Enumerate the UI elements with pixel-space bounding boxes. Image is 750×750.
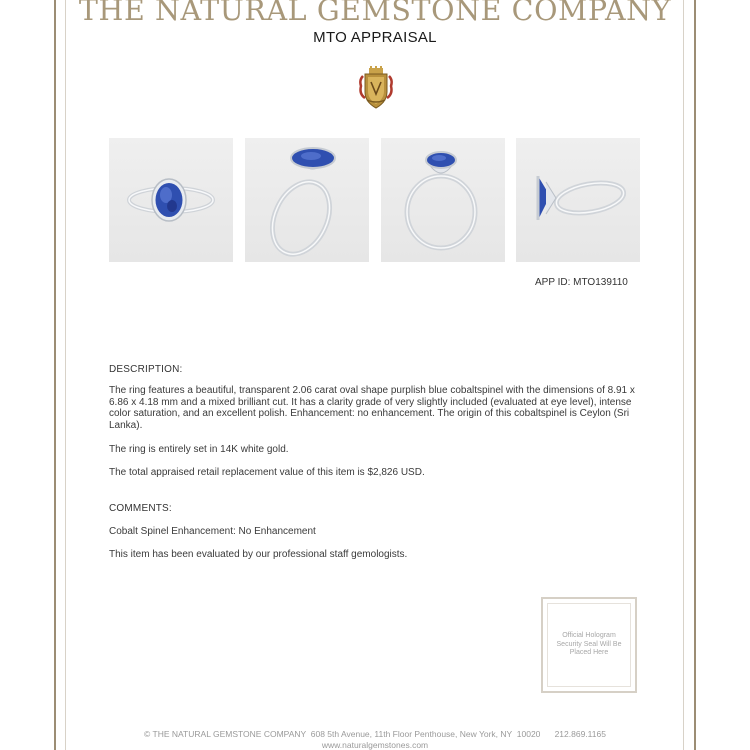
hologram-seal-inner-frame xyxy=(547,603,631,687)
heraldic-crest-icon xyxy=(357,66,395,110)
footer-address: © THE NATURAL GEMSTONE COMPANY 608 5th Avenue, 11th Floor Penthouse, New York, NY 10020 212.869.1165 xyxy=(144,729,606,739)
footer-website-link[interactable]: www.naturalgemstones.com xyxy=(321,740,429,750)
description-paragraph-value: The total appraised retail replacement value of this item is $2,826 USD. xyxy=(109,467,425,478)
ring-photo-angled-view xyxy=(245,138,369,262)
comment-enhancement: Cobalt Spinel Enhancement: No Enhancement xyxy=(109,526,316,537)
page-border-inner-right xyxy=(683,0,684,750)
description-paragraph-setting: The ring is entirely set in 14K white gold. xyxy=(109,444,289,455)
hologram-seal-placeholder xyxy=(541,597,637,693)
appraisal-id: APP ID: MTO139110 xyxy=(535,277,628,288)
ring-photo-front-profile xyxy=(381,138,505,262)
comment-evaluation: This item has been evaluated by our professional staff gemologists. xyxy=(109,549,408,560)
page-border-outer-left xyxy=(54,0,56,750)
company-name: THE NATURAL GEMSTONE COMPANY xyxy=(78,0,672,27)
description-heading: DESCRIPTION: xyxy=(109,364,183,375)
ring-photo-side-profile xyxy=(516,138,640,262)
ring-photo-top-view xyxy=(109,138,233,262)
comments-heading: COMMENTS: xyxy=(109,503,172,514)
hologram-seal-text: Official Hologram Security Seal Will Be Placed Here xyxy=(556,632,622,657)
document-title: MTO APPRAISAL xyxy=(313,29,437,46)
page-border-inner-left xyxy=(65,0,66,750)
page-border-outer-right xyxy=(694,0,696,750)
description-paragraph-details: The ring features a beautiful, transparent 2.06 carat oval shape purplish blue cobaltspinel with the dimensions of 8.91 x 6.86 x 4.18 mm and a mixed brilliant cut. It has a clarity grade of very slightly included (evaluated at eye level), intense color saturation, and an excellent polish. Enhancement: no enhancement. The origin of this cobaltspinel is Ceylon (Sri Lanka). xyxy=(109,385,635,431)
